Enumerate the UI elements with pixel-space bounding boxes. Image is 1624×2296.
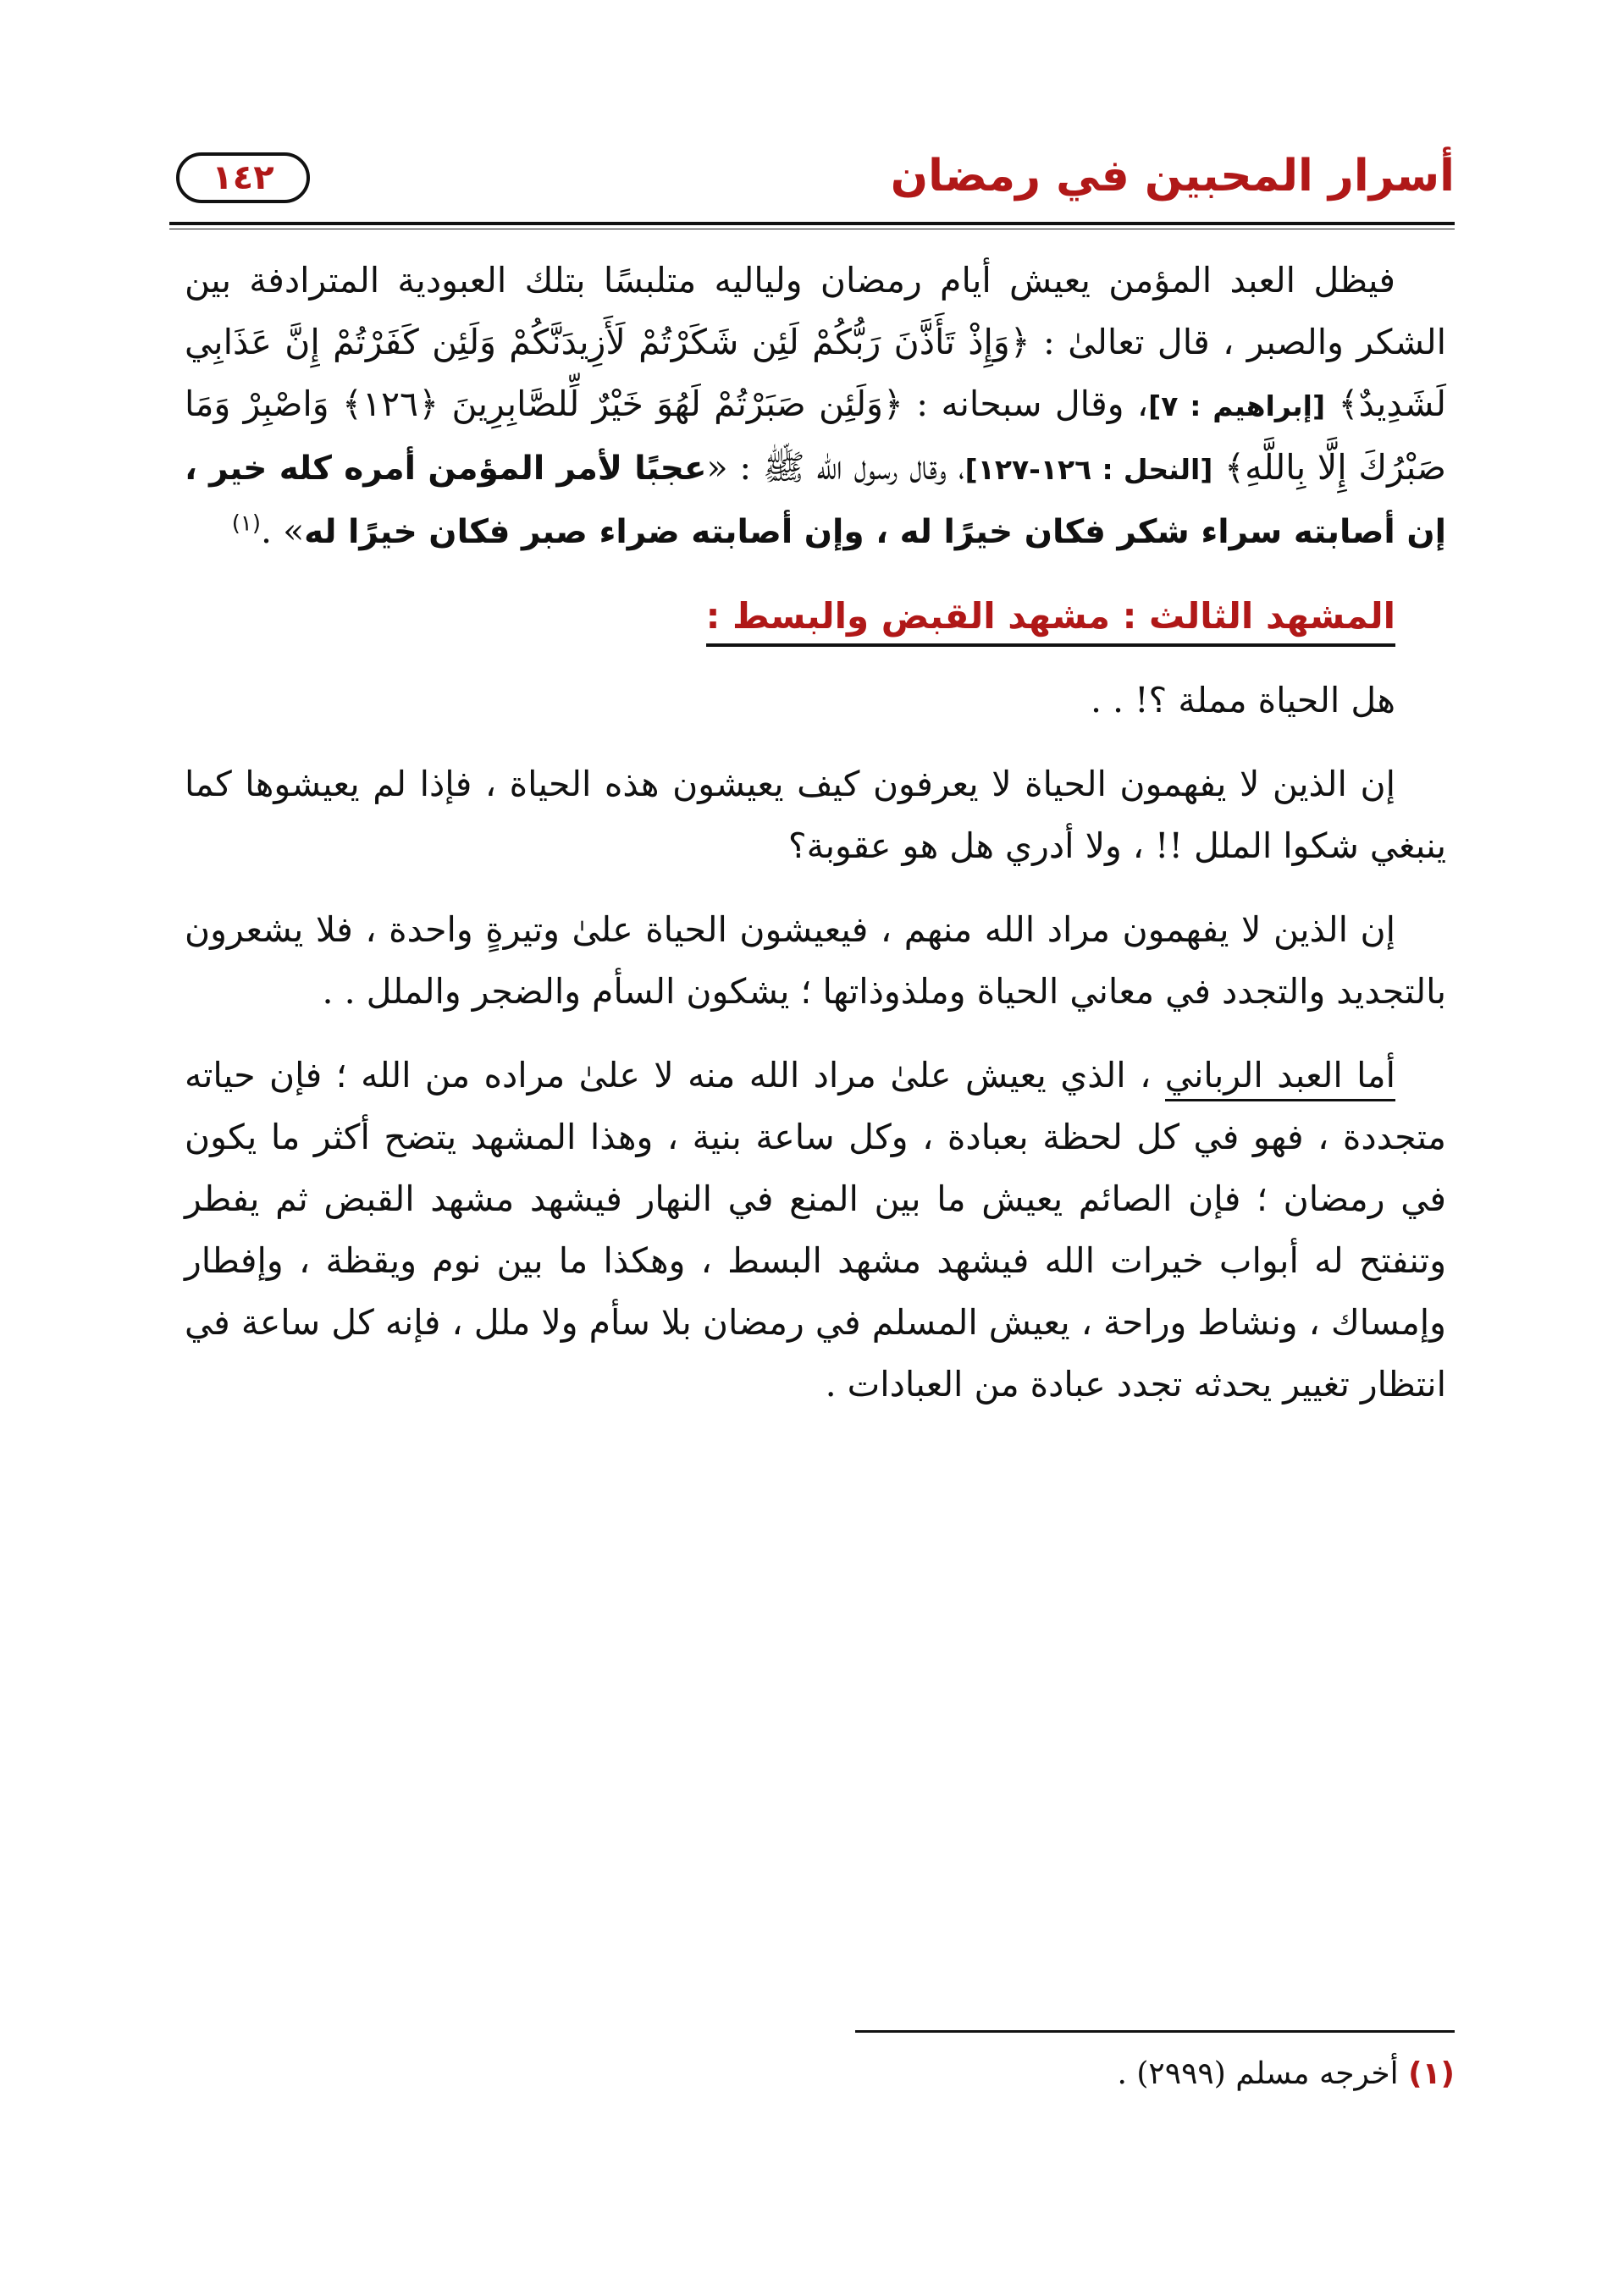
book-title: أسرار المحبين في رمضان bbox=[890, 151, 1455, 201]
paragraph-text: ، وقال سبحانه : bbox=[903, 384, 1149, 424]
header-divider-thick bbox=[169, 222, 1455, 225]
footnote-number: (١) bbox=[1408, 2056, 1455, 2091]
paragraph-gratitude-patience bbox=[185, 250, 1446, 563]
quran-verse: ﴿وَإِذْ تَأَذَّنَ رَبُّكُمْ لَئِن شَكَرْتُمْ لَأَزِيدَنَّكُمْ وَلَئِن كَفَرْتُمْ إِنَّ عَذَابِي لَشَدِيدٌ﴾ bbox=[185, 322, 1446, 424]
paragraph-question: هل الحياة مملة ؟! . . bbox=[1090, 680, 1395, 720]
paragraph-text: فيظل العبد المؤمن يعيش أيام رمضان ولياليه متلبسًا بتلك العبودية المترادفة بين الشكر والصبر ، قال تعالىٰ : bbox=[185, 260, 1446, 362]
paragraph-text: ، وقال رسول الله ﷺ : « bbox=[706, 447, 965, 488]
footnote-text: أخرجه مسلم (٢٩٩٩) . bbox=[1117, 2056, 1399, 2091]
quote-close: » . bbox=[261, 511, 305, 551]
verse-reference: [النحل : ١٢٦-١٢٧] bbox=[964, 453, 1213, 486]
section-heading-text: المشهد الثالث : مشهد القبض والبسط : bbox=[706, 595, 1395, 647]
footnote-divider bbox=[855, 2030, 1455, 2033]
footnote-marker: (١) bbox=[231, 511, 262, 537]
underlined-phrase: أما العبد الرباني bbox=[1165, 1055, 1395, 1101]
page-number-badge: ١٤٢ bbox=[176, 152, 310, 203]
hadith-text: عجبًا لأمر المؤمن أمره كله خير ، إن أصابته سراء شكر فكان خيرًا له ، وإن أصابته ضراء صبر فكان خيرًا له bbox=[185, 450, 1446, 551]
paragraph-text: ، الذي يعيش علىٰ مراد الله منه لا علىٰ مراده من الله ؛ فإن حياته متجددة ، فهو في كل لحظة بعبادة ، وكل ساعة بنية ، وهذا المشهد يتضح أكثر ما يكون في رمضان ؛ فإن الصائم يعيش ما بين المنع في النهار فيشهد مشهد القبض ثم يفطر وتنفتح له أبواب خيرات الله فيشهد مشهد البسط ، وهكذا ما بين نوم ويقظة ، وإفطار وإمساك ، ونشاط وراحة ، يعيش المسلم في رمضان بلا سأم ولا ملل ، فإنه كل ساعة في انتظار تغيير يحدثه تجدد عبادة من العبادات . bbox=[185, 1055, 1446, 1405]
page-body bbox=[185, 250, 1446, 1438]
page-header bbox=[169, 146, 1455, 213]
quran-verse: ﴿وَلَئِن صَبَرْتُمْ لَهُوَ خَيْرٌ لِّلصَّابِرِينَ ﴿١٢٦﴾ وَاصْبِرْ وَمَا صَبْرُكَ إِلَّا بِاللَّهِ﴾ bbox=[185, 384, 1446, 488]
footnote bbox=[1117, 2049, 1455, 2100]
paragraph-rabbani-servant bbox=[185, 1045, 1446, 1416]
verse-reference: [إبراهيم : ٧] bbox=[1148, 389, 1326, 422]
section-heading bbox=[185, 585, 1446, 648]
paragraph-allah-will: إن الذين لا يفهمون مراد الله منهم ، فيعيشون الحياة علىٰ وتيرةٍ واحدة ، فلا يشعرون بالتجديد والتجدد في معاني الحياة وملذوذاتها ؛ يشكون السأم والضجر والملل . . bbox=[185, 909, 1446, 1012]
paragraph-life-understanding: إن الذين لا يفهمون الحياة لا يعرفون كيف يعيشون هذه الحياة ، فإذا لم يعيشوها كما ينبغي شكوا الملل !! ، ولا أدري هل هو عقوبة؟ bbox=[185, 764, 1446, 866]
